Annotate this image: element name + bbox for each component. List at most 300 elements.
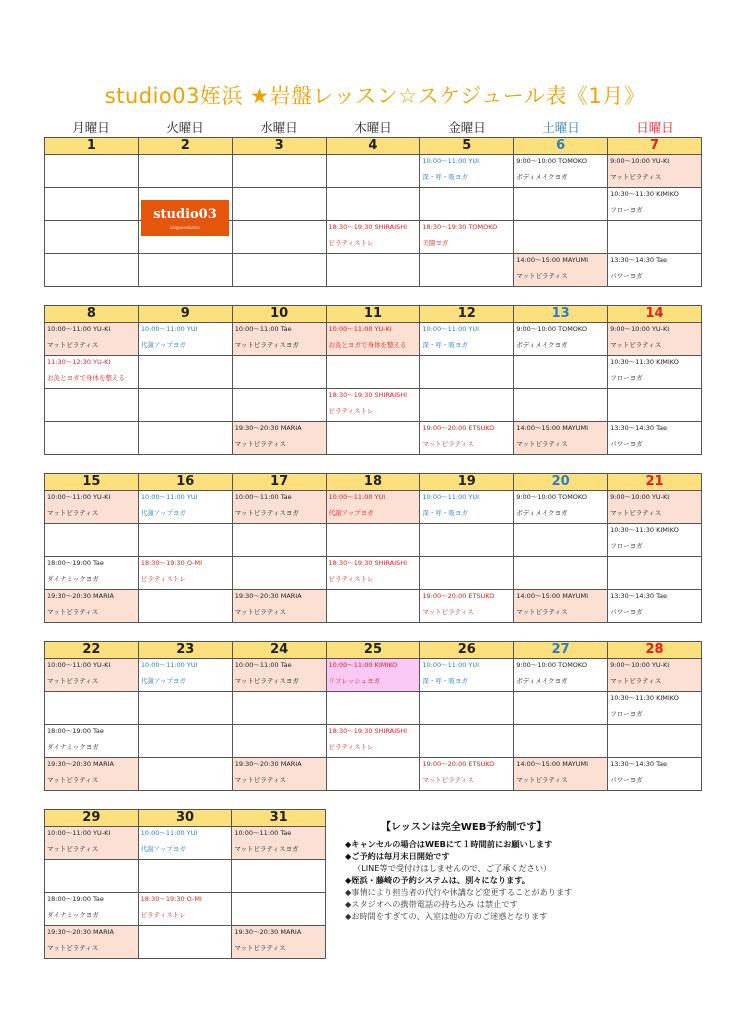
note-item: ◆ご予約は毎月末日開始です: [345, 851, 450, 861]
lesson-time-instructor: 19:30～20:30 MARIA: [47, 592, 114, 600]
slot-cell: [608, 254, 702, 287]
weekday-header: [44, 118, 702, 136]
day-number: 5: [420, 138, 514, 155]
lesson-slot: [514, 758, 607, 790]
lesson-name: マットピラティス: [610, 509, 662, 517]
lesson-name: ピラティストレ: [140, 911, 186, 919]
lesson-name: マットピラティス: [610, 677, 662, 685]
lesson-name: パワーヨガ: [610, 440, 643, 448]
slot-cell: [232, 323, 326, 356]
notes-panel: [345, 818, 705, 922]
lesson-time-instructor: 14:00～15:00 MAYUMI: [516, 424, 589, 432]
slot-cell: [608, 323, 702, 356]
lesson-name: 代謝アップヨガ: [140, 341, 186, 349]
lesson-slot: [139, 323, 232, 355]
slot-cell: [420, 659, 514, 692]
page-title: studio03姪浜 ★岩盤レッスン☆スケジュール表《1月》: [104, 84, 646, 108]
slot-cell: [514, 254, 608, 287]
slot-cell: [45, 725, 139, 758]
empty-slot: [420, 188, 513, 220]
lesson-name: ダイナミックヨガ: [47, 911, 99, 919]
lesson-time-instructor: 10:00～11:00 Tae: [234, 325, 292, 333]
lesson-time-instructor: 19:00～20:00 ETSUKO: [422, 592, 495, 600]
slot-cell: [326, 254, 420, 287]
lesson-slot: [139, 659, 232, 691]
slot-cell: [138, 422, 232, 455]
lesson-name: ダイナミックヨガ: [47, 575, 99, 583]
empty-slot: [45, 524, 138, 556]
slot-cell: [514, 590, 608, 623]
slot-cell: [45, 692, 139, 725]
slot-cell: [45, 422, 139, 455]
note-item: （LINE等で受付けはしませんので、ご了承ください）: [353, 863, 552, 873]
empty-slot: [327, 758, 420, 790]
note-item: ◆お時間をすぎての、入室は他の方のご迷惑となります: [345, 911, 548, 921]
lesson-time-instructor: 13:30～14:30 Tae: [610, 256, 667, 264]
lesson-time-instructor: 11:30～12:30 YU-KI: [47, 358, 111, 366]
lesson-time-instructor: 10:30～11:30 KIMIKO: [610, 190, 679, 198]
lesson-slot: [608, 323, 701, 355]
lesson-slot: [327, 557, 420, 589]
empty-slot: [420, 557, 513, 589]
slot-cell: [138, 524, 232, 557]
slot-cell: [420, 155, 514, 188]
notes-list: [345, 838, 705, 922]
lesson-time-instructor: 10:00～11:00 YU-KI: [47, 325, 111, 333]
logo-text: studio03: [153, 207, 217, 222]
slot-cell: [608, 188, 702, 221]
lesson-time-instructor: 19:30～20:30 MARIA: [234, 424, 302, 432]
slot-cell: [608, 758, 702, 791]
slot-cell: [514, 422, 608, 455]
slot-cell: [608, 725, 702, 758]
lesson-name: ボディメイクヨガ: [516, 677, 568, 685]
empty-slot: [45, 155, 138, 187]
weekday-label: 水曜日: [260, 120, 298, 135]
week-block: [44, 305, 702, 455]
lesson-slot: [233, 758, 326, 790]
empty-slot: [327, 188, 420, 220]
lesson-time-instructor: 19:00～20:00 ETSUKO: [422, 424, 495, 432]
lesson-time-instructor: 18:30～19:30 SHIRAISHI: [328, 391, 408, 399]
slot-cell: [45, 827, 139, 860]
note-item: ◆姪浜・藤崎の予約システムは、別々になります。: [345, 875, 530, 885]
slot-cell: [326, 659, 420, 692]
slot-cell: [232, 590, 326, 623]
slot-cell: [608, 422, 702, 455]
lesson-slot: [420, 323, 513, 355]
lesson-time-instructor: 9:00～10:00 YU-KI: [610, 157, 670, 165]
slot-cell: [232, 860, 326, 893]
lesson-slot: [514, 254, 607, 286]
day-number: 17: [232, 474, 326, 491]
lesson-name: 深・呼・吸ヨガ: [422, 677, 468, 685]
lesson-time-instructor: 9:00～10:00 YU-KI: [610, 325, 670, 333]
lesson-name: 深・呼・吸ヨガ: [422, 173, 468, 181]
slot-cell: [420, 356, 514, 389]
day-number: 8: [45, 306, 139, 323]
lesson-slot: [232, 827, 325, 859]
day-number: 25: [326, 642, 420, 659]
slot-cell: [608, 491, 702, 524]
empty-slot: [45, 254, 138, 286]
slot-cell: [232, 221, 326, 254]
studio-logo: [141, 200, 229, 236]
note-item: ◆スタジオへの携帯電話の持ち込み は禁止です: [345, 899, 518, 909]
day-number: 11: [326, 306, 420, 323]
lesson-time-instructor: 10:00～11:00 YUI: [422, 157, 480, 165]
lesson-name: 深・呼・吸ヨガ: [422, 509, 468, 517]
empty-slot: [139, 926, 232, 958]
lesson-name: ボディメイクヨガ: [516, 173, 568, 181]
slot-cell: [232, 188, 326, 221]
lesson-time-instructor: 9:00～10:00 YU-KI: [610, 493, 670, 501]
lesson-slot: [45, 725, 138, 757]
empty-slot: [139, 422, 232, 454]
lesson-time-instructor: 19:30～20:30 MARIA: [47, 760, 114, 768]
lesson-name: ダイナミックヨガ: [47, 743, 99, 751]
slot-cell: [326, 557, 420, 590]
empty-slot: [233, 188, 326, 220]
lesson-name: ピラティストレ: [328, 743, 374, 751]
lesson-name: フローヨガ: [610, 206, 643, 214]
slot-cell: [45, 659, 139, 692]
lesson-slot: [608, 188, 701, 220]
day-number: 26: [420, 642, 514, 659]
day-number: 21: [608, 474, 702, 491]
lesson-name: リフレッシュヨガ: [328, 677, 381, 685]
week-block: [44, 641, 702, 791]
note-item: ◆キャンセルの場合はWEBにて１時間前にお願いします: [345, 839, 553, 849]
lesson-name: マットピラティス: [516, 608, 568, 616]
slot-cell: [232, 491, 326, 524]
empty-slot: [514, 692, 607, 724]
empty-slot: [514, 524, 607, 556]
slot-cell: [232, 827, 326, 860]
week-block: [44, 473, 702, 623]
lesson-slot: [420, 422, 513, 454]
lesson-slot: [233, 659, 326, 691]
lesson-time-instructor: 18:00～19:00 Tae: [47, 559, 104, 567]
day-number: 9: [138, 306, 232, 323]
lesson-name: マットピラティス: [516, 440, 568, 448]
slot-cell: [45, 254, 139, 287]
lesson-time-instructor: 13:30～14:30 Tae: [610, 424, 667, 432]
empty-slot: [608, 221, 701, 253]
lesson-name: マットピラティスヨガ: [234, 845, 299, 853]
slot-cell: [138, 659, 232, 692]
lesson-time-instructor: 18:30～19:30 O-MI: [140, 895, 202, 903]
lesson-time-instructor: 10:00～11:00 YUI: [140, 661, 198, 669]
slot-cell: [138, 323, 232, 356]
empty-slot: [232, 893, 325, 925]
lesson-name: マットピラティス: [47, 845, 99, 853]
slot-cell: [138, 389, 232, 422]
slot-cell: [45, 893, 139, 926]
slot-cell: [608, 659, 702, 692]
lesson-slot: [420, 221, 513, 253]
slot-cell: [608, 356, 702, 389]
lesson-time-instructor: 13:30～14:30 Tae: [610, 760, 667, 768]
lesson-slot: [45, 893, 138, 925]
lesson-slot: [420, 491, 513, 523]
lesson-slot: [45, 827, 138, 859]
day-number: 4: [326, 138, 420, 155]
lesson-name: 深・呼・吸ヨガ: [422, 341, 468, 349]
empty-slot: [233, 389, 326, 421]
slot-cell: [45, 860, 139, 893]
slot-cell: [232, 692, 326, 725]
lesson-time-instructor: 14:00～15:00 MAYUMI: [516, 256, 589, 264]
slot-cell: [514, 758, 608, 791]
lesson-name: パワーヨガ: [610, 272, 643, 280]
slot-cell: [232, 725, 326, 758]
slot-cell: [45, 926, 139, 959]
lesson-name: ピラティストレ: [328, 407, 374, 415]
lesson-time-instructor: 18:30～19:30 SHIRAISHI: [328, 727, 408, 735]
lesson-slot: [45, 758, 138, 790]
lesson-name: マットピラティス: [422, 776, 474, 784]
slot-cell: [420, 692, 514, 725]
lesson-slot: [45, 323, 138, 355]
slot-cell: [45, 155, 139, 188]
empty-slot: [327, 356, 420, 388]
slot-cell: [420, 524, 514, 557]
slot-cell: [420, 491, 514, 524]
slot-cell: [45, 491, 139, 524]
lesson-time-instructor: 10:00～11:00 YUI: [140, 325, 198, 333]
slot-cell: [45, 389, 139, 422]
empty-slot: [139, 356, 232, 388]
lesson-name: マットピラティス: [47, 341, 99, 349]
empty-slot: [233, 524, 326, 556]
lesson-time-instructor: 10:00～11:00 YUI: [422, 661, 480, 669]
empty-slot: [233, 557, 326, 589]
lesson-slot: [514, 491, 607, 523]
slot-cell: [514, 692, 608, 725]
slot-cell: [514, 491, 608, 524]
slot-cell: [420, 557, 514, 590]
lesson-name: マットピラティス: [610, 341, 662, 349]
slot-cell: [232, 659, 326, 692]
lesson-name: マットピラティスヨガ: [234, 509, 299, 517]
lesson-slot: [327, 659, 420, 691]
slot-cell: [138, 860, 232, 893]
weekday-label-sunday: 日曜日: [636, 120, 674, 135]
lesson-time-instructor: 10:00～11:00 YUI: [140, 829, 198, 837]
empty-slot: [514, 725, 607, 757]
day-number: 16: [138, 474, 232, 491]
slot-cell: [138, 926, 232, 959]
lesson-time-instructor: 10:00～11:00 YU-KI: [47, 661, 111, 669]
lesson-slot: [420, 590, 513, 622]
lesson-slot: [608, 659, 701, 691]
empty-slot: [514, 188, 607, 220]
lesson-time-instructor: 19:30～20:30 MARIA: [234, 760, 302, 768]
weekday-label: 火曜日: [166, 120, 204, 135]
lesson-name: マットピラティス: [47, 944, 99, 952]
empty-slot: [327, 155, 420, 187]
slot-cell: [232, 524, 326, 557]
lesson-time-instructor: 10:00～11:00 KIMIKO: [328, 661, 398, 669]
slot-cell: [138, 254, 232, 287]
empty-slot: [514, 389, 607, 421]
slot-cell: [232, 155, 326, 188]
day-number: 2: [138, 138, 232, 155]
lesson-slot: [45, 491, 138, 523]
lesson-name: ボディメイクヨガ: [516, 341, 568, 349]
lesson-slot: [139, 893, 232, 925]
day-number: 13: [514, 306, 608, 323]
lesson-time-instructor: 9:00～10:00 TOMOKO: [516, 157, 587, 165]
slot-cell: [138, 893, 232, 926]
empty-slot: [139, 725, 232, 757]
lesson-time-instructor: 19:30～20:30 MARIA: [234, 928, 302, 936]
lesson-slot: [139, 491, 232, 523]
day-number: 14: [608, 306, 702, 323]
empty-slot: [45, 389, 138, 421]
lesson-slot: [420, 659, 513, 691]
weekday-label: 木曜日: [354, 120, 392, 135]
lesson-time-instructor: 10:30～11:30 KIMIKO: [610, 358, 679, 366]
empty-slot: [327, 590, 420, 622]
slot-cell: [45, 188, 139, 221]
lesson-slot: [608, 590, 701, 622]
slot-cell: [232, 356, 326, 389]
day-number: 28: [608, 642, 702, 659]
slot-cell: [326, 188, 420, 221]
slot-cell: [420, 221, 514, 254]
empty-slot: [233, 356, 326, 388]
slot-cell: [326, 524, 420, 557]
slot-cell: [232, 893, 326, 926]
slot-cell: [232, 926, 326, 959]
empty-slot: [139, 254, 232, 286]
empty-slot: [514, 356, 607, 388]
lesson-name: パワーヨガ: [610, 608, 643, 616]
lesson-name: マットピラティス: [47, 509, 99, 517]
lesson-slot: [327, 491, 420, 523]
slot-cell: [138, 155, 232, 188]
lesson-name: マットピラティス: [234, 440, 286, 448]
lesson-name: マットピラティス: [234, 776, 286, 784]
empty-slot: [45, 860, 138, 892]
slot-cell: [45, 557, 139, 590]
slot-cell: [420, 758, 514, 791]
lesson-name: 代謝アップヨガ: [328, 509, 374, 517]
lesson-name: マットピラティスヨガ: [234, 341, 299, 349]
lesson-slot: [608, 422, 701, 454]
lesson-name: ピラティストレ: [328, 239, 374, 247]
empty-slot: [139, 692, 232, 724]
day-number: 20: [514, 474, 608, 491]
slot-cell: [45, 524, 139, 557]
lesson-time-instructor: 19:00～20:00 ETSUKO: [422, 760, 495, 768]
slot-cell: [514, 659, 608, 692]
day-number: 3: [232, 138, 326, 155]
lesson-name: マットピラティス: [422, 608, 474, 616]
slot-cell: [420, 725, 514, 758]
lesson-slot: [514, 422, 607, 454]
lesson-time-instructor: 13:30～14:30 Tae: [610, 592, 667, 600]
lesson-slot: [327, 221, 420, 253]
empty-slot: [45, 422, 138, 454]
slot-cell: [138, 590, 232, 623]
lesson-name: マットピラティス: [47, 608, 99, 616]
lesson-slot: [233, 491, 326, 523]
lesson-name: マットピラティス: [610, 173, 662, 181]
lesson-slot: [327, 323, 420, 355]
day-number: 30: [138, 810, 232, 827]
weekday-label: 金曜日: [448, 120, 486, 135]
slot-cell: [45, 221, 139, 254]
lesson-time-instructor: 9:00～10:00 TOMOKO: [516, 661, 587, 669]
lesson-slot: [233, 323, 326, 355]
day-number: 15: [45, 474, 139, 491]
slot-cell: [420, 422, 514, 455]
lesson-name: マットピラティス: [234, 944, 286, 952]
slot-cell: [420, 590, 514, 623]
empty-slot: [420, 389, 513, 421]
lesson-time-instructor: 18:30～19:30 O-MI: [140, 559, 203, 567]
lesson-slot: [233, 590, 326, 622]
lesson-slot: [514, 659, 607, 691]
empty-slot: [608, 389, 701, 421]
empty-slot: [608, 725, 701, 757]
lesson-slot: [608, 491, 701, 523]
day-number: 6: [514, 138, 608, 155]
day-number: 23: [138, 642, 232, 659]
empty-slot: [608, 557, 701, 589]
lesson-slot: [45, 659, 138, 691]
slot-cell: [326, 491, 420, 524]
slot-cell: [232, 389, 326, 422]
lesson-name: パワーヨガ: [610, 776, 643, 784]
lesson-time-instructor: 10:00～11:00 Tae: [234, 493, 292, 501]
lesson-slot: [514, 323, 607, 355]
empty-slot: [139, 389, 232, 421]
empty-slot: [45, 188, 138, 220]
empty-slot: [233, 254, 326, 286]
slot-cell: [420, 323, 514, 356]
slot-cell: [232, 254, 326, 287]
lesson-time-instructor: 10:30～11:30 KIMIKO: [610, 526, 679, 534]
empty-slot: [327, 254, 420, 286]
empty-slot: [420, 524, 513, 556]
lesson-time-instructor: 9:00～10:00 TOMOKO: [516, 493, 587, 501]
lesson-name: 代謝アップヨガ: [140, 509, 186, 517]
slot-cell: [232, 557, 326, 590]
lesson-time-instructor: 19:30～20:30 MARIA: [47, 928, 114, 936]
day-number: 19: [420, 474, 514, 491]
slot-cell: [138, 557, 232, 590]
empty-slot: [233, 692, 326, 724]
empty-slot: [232, 860, 325, 892]
slot-cell: [514, 155, 608, 188]
lesson-time-instructor: 9:00～10:00 YU-KI: [610, 661, 670, 669]
week-block: [44, 809, 326, 959]
empty-slot: [139, 758, 232, 790]
lesson-slot: [420, 758, 513, 790]
lesson-slot: [608, 356, 701, 388]
lesson-slot: [608, 254, 701, 286]
slot-cell: [138, 758, 232, 791]
empty-slot: [139, 590, 232, 622]
slot-cell: [420, 254, 514, 287]
slot-cell: [232, 758, 326, 791]
slot-cell: [326, 422, 420, 455]
empty-slot: [327, 422, 420, 454]
